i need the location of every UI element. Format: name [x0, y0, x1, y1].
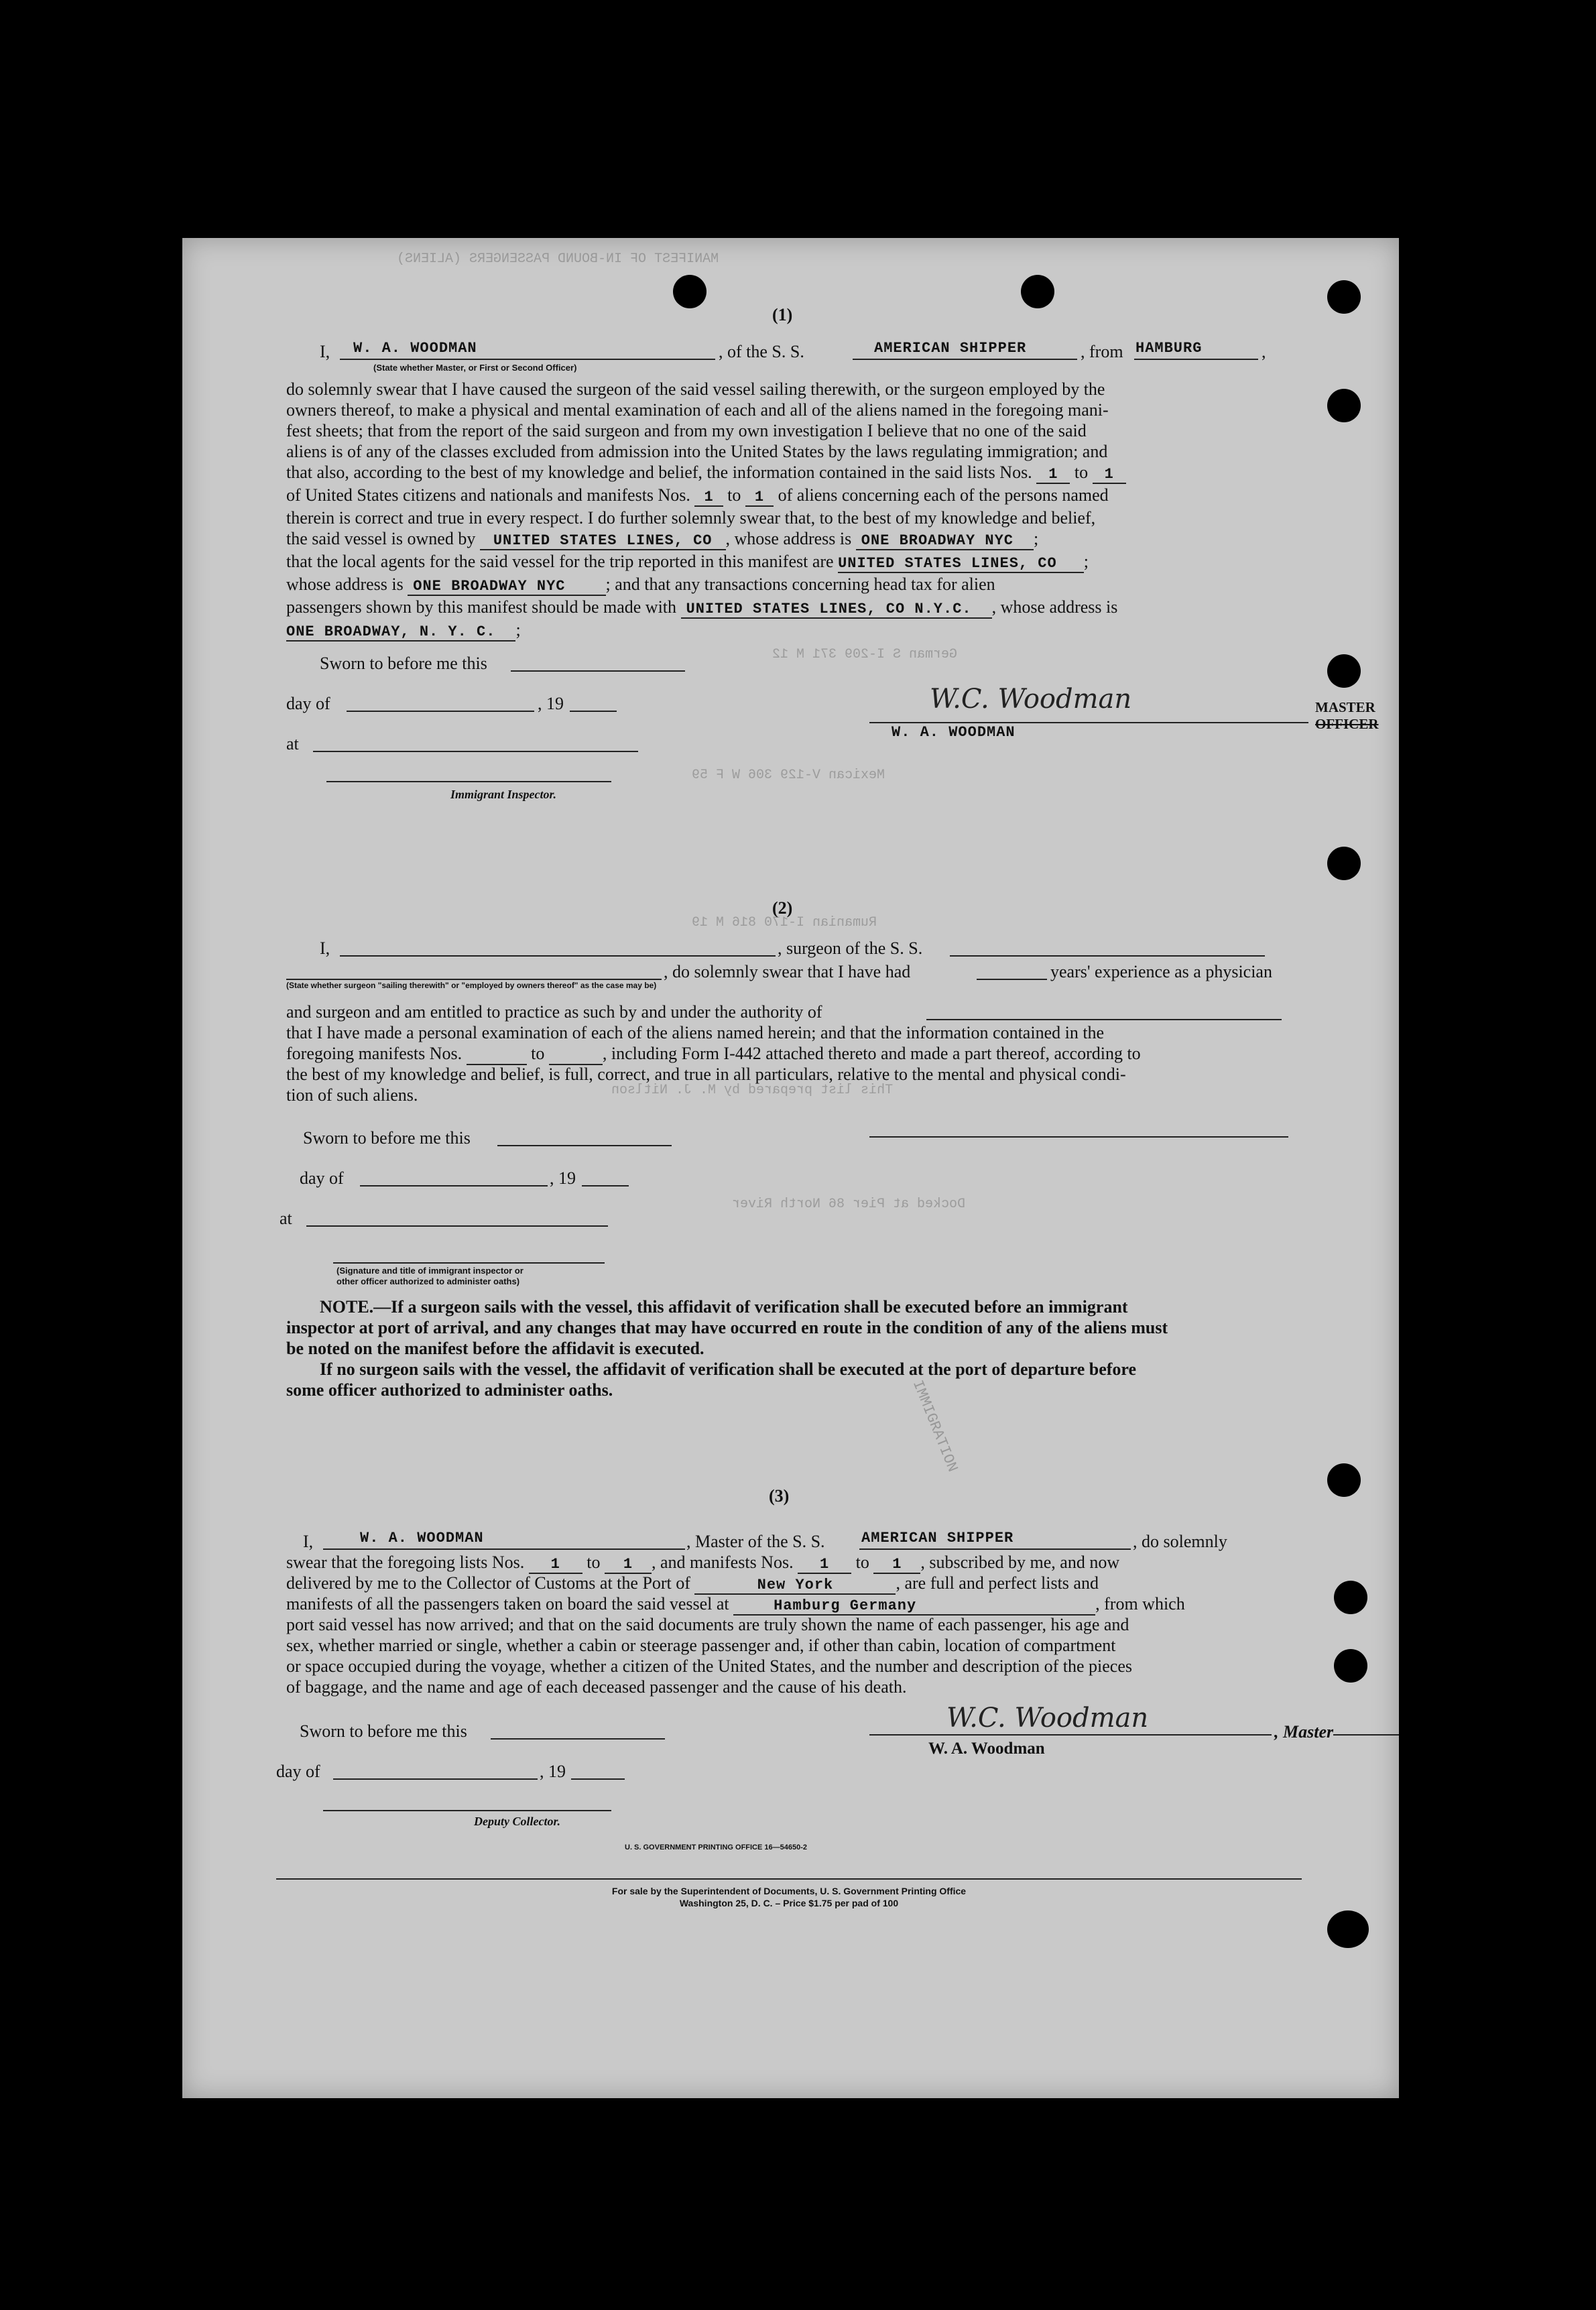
bleed-through-text: MANIFEST OF IN-BOUND PASSENGERS (ALIENS): [397, 251, 719, 267]
para-line: fest sheets; that from the report of the said surgeon and from my own investigation I believe that no one of the said: [286, 421, 1087, 440]
footer-rule: [276, 1877, 1302, 1880]
note-line-1: NOTE.—If a surgeon sails with the vessel, this affidavit of verification shall be executed before an immigrant: [320, 1297, 1128, 1317]
punch-hole: [1334, 1649, 1367, 1683]
year-text: , 19: [538, 694, 564, 713]
local-agents-text: that the local agents for the said vessel for the trip reported in this manifest are: [286, 552, 834, 571]
declaration-line-5: port said vessel has now arrived; and that on the said documents are truly shown the name of each passenger, his age and: [286, 1615, 1129, 1634]
owner-address: ONE BROADWAY NYC: [856, 532, 1034, 550]
whose-address-text: , whose address is: [991, 597, 1118, 617]
sworn-line: [491, 1718, 665, 1740]
owned-by-text: the said vessel is owned by: [286, 529, 476, 548]
at-line: [306, 1205, 608, 1227]
bleed-through-text: Mexican V-129 306 W F 59: [692, 768, 885, 783]
sale-notice-1: For sale by the Superintendent of Documents, U. S. Government Printing Office: [611, 1886, 967, 1896]
day-line: [347, 690, 534, 712]
manifest-from-blank: [467, 1044, 527, 1065]
taken-on-board-text: manifests of all the passengers taken on board the said vessel at: [286, 1594, 729, 1614]
punch-hole: [1327, 280, 1361, 314]
bleed-through-text: This list prepared by M. J. Nitlson: [611, 1083, 894, 1098]
master-signature: W.C. Woodman: [946, 1703, 1149, 1734]
day-of-text: day of: [286, 694, 330, 713]
form-i442-text: , including Form I-442 attached thereto and made a part thereof, according to: [602, 1044, 1141, 1063]
para-line: [286, 574, 1298, 597]
at-text: at: [286, 734, 299, 753]
faded-stamp: IMMIGRATION: [908, 1378, 961, 1475]
lists-to: 1: [1093, 466, 1126, 484]
local-agents: UNITED STATES LINES, CO: [838, 555, 1084, 573]
master-typed-name: W. A. WOODMAN: [892, 724, 1016, 741]
comma: ,: [1262, 342, 1266, 361]
master-typed-name: W. A. Woodman: [928, 1740, 1045, 1758]
surgeon-name-line: [340, 935, 776, 957]
section-1-paragraph: [286, 379, 1298, 642]
to-word: to: [727, 485, 741, 505]
vessel-owner: UNITED STATES LINES, CO: [480, 532, 726, 550]
section-3-number: (3): [769, 1486, 790, 1506]
authority-text: and surgeon and am entitled to practice as such by and under the authority of: [286, 1002, 822, 1022]
lists-from: 1: [1036, 466, 1070, 484]
note-line-3: be noted on the manifest before the affidavit is executed.: [286, 1339, 704, 1358]
punch-hole: [1327, 654, 1361, 688]
swear-text: , do solemnly swear that I have had: [664, 962, 911, 981]
officer-caption-2: other officer authorized to administer oaths): [336, 1276, 520, 1286]
punch-hole: [1327, 847, 1361, 880]
year-line: [571, 1758, 625, 1780]
tax-address: ONE BROADWAY, N. Y. C.: [286, 623, 515, 642]
punch-hole: [673, 275, 707, 308]
belief-text: the best of my knowledge and belief, is full, correct, and true in all particulars, relative to the mental and physical condi-: [286, 1065, 1126, 1084]
whose-address-text: , whose address is: [725, 529, 852, 548]
authority-line: [926, 999, 1282, 1020]
day-line: [360, 1165, 548, 1187]
declaration-line-8: of baggage, and the name and age of each deceased passenger and the cause of his death.: [286, 1677, 907, 1697]
tax-agent: UNITED STATES LINES, CO N.Y.C.: [681, 601, 992, 619]
bleed-through-text: German S I-209 371 M 12: [772, 647, 958, 662]
aliens-text: of aliens concerning each of the persons named: [778, 485, 1109, 505]
punch-hole: [1334, 1581, 1367, 1614]
section-1-from: , from: [1081, 342, 1123, 361]
master-name: W. A. WOODMAN: [360, 1530, 484, 1546]
declaration-line-7: or space occupied during the voyage, whether a citizen of the United States, and the number and description of the pieces: [286, 1656, 1133, 1676]
para-line: [286, 485, 1298, 507]
officer-name: W. A. WOODMAN: [353, 340, 477, 357]
years-line: [977, 959, 1047, 980]
sworn-text: Sworn to before me this: [303, 1128, 471, 1148]
master-signature-line: [869, 715, 1308, 723]
manifest-to-blank: [549, 1044, 603, 1065]
note-line-2: inspector at port of arrival, and any changes that may have occurred en route in the condition of any of the aliens must: [286, 1318, 1168, 1337]
sworn-text: Sworn to before me this: [320, 654, 487, 673]
to-word: to: [531, 1044, 545, 1063]
gpo-imprint: U. S. GOVERNMENT PRINTING OFFICE 16—54650-2: [625, 1843, 808, 1851]
examination-text: that I have made a personal examination of each of the aliens named herein; and that the information contained in the: [286, 1023, 1105, 1042]
day-line: [333, 1758, 538, 1780]
year-line: [570, 690, 617, 712]
ship-name: AMERICAN SHIPPER: [861, 1530, 1014, 1546]
full-perfect-text: , are full and perfect lists and: [896, 1573, 1099, 1593]
manifest-to: 1: [745, 489, 774, 507]
collector-caption: Deputy Collector.: [474, 1815, 560, 1828]
para-line: therein is correct and true in every respect. I do further solemnly swear that, to the best of my knowledge and belief,: [286, 508, 1096, 528]
lists-nos-line: [286, 1553, 1119, 1574]
manifest-back-page: [182, 238, 1399, 2098]
para-line: [286, 462, 1298, 485]
manifest-from: 1: [694, 489, 723, 507]
lists-nos-text: swear that the foregoing lists Nos.: [286, 1553, 525, 1572]
experience-text: years' experience as a physician: [1050, 962, 1272, 981]
manifests-nos-text: foregoing manifests Nos.: [286, 1044, 463, 1063]
embarkation-port: Hamburg Germany: [733, 1597, 1095, 1616]
bleed-through-text: Docked at Pier 86 North River: [732, 1197, 966, 1212]
punch-hole: [1021, 275, 1054, 308]
surgeon-caption: (State whether surgeon "sailing therewith" or "employed by owners thereof" as the case may be): [286, 981, 657, 990]
para-line: aliens is of any of the classes excluded from admission into the United States by the laws regulating immigration; and: [286, 442, 1108, 461]
collector-text: delivered by me to the Collector of Customs at the Port of: [286, 1573, 690, 1593]
inspector-line: [326, 774, 611, 782]
year-line: [582, 1165, 629, 1187]
master-label: MASTER: [1315, 699, 1375, 715]
note-line-5: some officer authorized to administer oaths.: [286, 1380, 613, 1400]
surgeon-ship-line: [950, 935, 1265, 957]
manifests-text: of United States citizens and nationals and manifests Nos.: [286, 485, 690, 505]
foregoing-manifests-line: [286, 1044, 1141, 1065]
para-line: the said vessel is owned by UNITED STATES LINES, CO , whose address is ONE BROADWAY NYC ;: [286, 529, 1039, 549]
master-suffix: , Master: [1272, 1722, 1333, 1742]
para-line: owners thereof, to make a physical and mental examination of each and all of the aliens named in the foregoing mani-: [286, 400, 1109, 420]
master-signature: W.C. Woodman: [930, 684, 1132, 715]
para-line: ONE BROADWAY, N. Y. C. ;: [286, 620, 521, 640]
bleed-through-text: Rumanian I-170 816 M 19: [692, 915, 877, 930]
from-which-text: , from which: [1095, 1594, 1185, 1614]
sworn-line: [511, 650, 685, 672]
officer-caption-1: (Signature and title of immigrant inspector or: [336, 1266, 524, 1276]
officer-label: OFFICER: [1315, 716, 1379, 732]
declaration-line-6: sex, whether married or single, whether a cabin or steerage passenger and, if other than cabin, location of compartment: [286, 1636, 1116, 1655]
sworn-line: [497, 1125, 672, 1146]
at-text: at: [280, 1209, 292, 1228]
agents-address: ONE BROADWAY NYC: [408, 578, 605, 596]
lists-from: 1: [529, 1556, 582, 1574]
section-3-i: I,: [303, 1532, 314, 1551]
surgeon-status-line: [286, 959, 662, 980]
punch-hole: [1327, 1463, 1361, 1497]
sale-notice-2: Washington 25, D. C. – Price $1.75 per pad of 100: [679, 1898, 899, 1908]
subscribed-text: , subscribed by me, and now: [920, 1553, 1120, 1572]
sworn-text: Sworn to before me this: [300, 1721, 467, 1741]
master-of-ship: , Master of the S. S.: [686, 1532, 825, 1551]
whose-address-text: whose address is: [286, 574, 404, 594]
head-tax-text: ; and that any transactions concerning head tax for alien: [605, 574, 995, 594]
ship-name: AMERICAN SHIPPER: [874, 340, 1027, 357]
section-1-i: I,: [320, 342, 330, 361]
to-word: to: [855, 1553, 869, 1572]
lists-to: 1: [605, 1556, 652, 1574]
collector-line: [323, 1803, 611, 1811]
note-line-4: If no surgeon sails with the vessel, the affidavit of verification shall be executed at the port of departure before: [320, 1359, 1137, 1379]
para-line-text: that also, according to the best of my knowledge and belief, the information contained in the said lists Nos.: [286, 463, 1032, 482]
punch-hole: [1327, 389, 1361, 422]
punch-hole: [1327, 1910, 1369, 1948]
surgeon-of-ship: , surgeon of the S. S.: [778, 938, 923, 958]
condition-text: tion of such aliens.: [286, 1085, 418, 1105]
para-line: [286, 597, 1298, 619]
embark-line: [286, 1594, 1185, 1616]
port-of-line: [286, 1573, 1099, 1595]
para-line: do solemnly swear that I have caused the surgeon of the said vessel sailing therewith, or the surgeon employed by the: [286, 379, 1105, 399]
to-word: to: [587, 1553, 601, 1572]
day-of-text: day of: [276, 1762, 320, 1781]
to-word: to: [1074, 463, 1089, 482]
solemnly-text: , do solemnly: [1133, 1532, 1227, 1551]
arrival-port: New York: [694, 1577, 896, 1595]
surgeon-signature-line: [869, 1130, 1288, 1138]
section-1-of-ship: , of the S. S.: [719, 342, 804, 361]
at-line: [313, 731, 638, 752]
manifest-to: 1: [873, 1556, 920, 1574]
officer-signature-line: [333, 1256, 605, 1264]
manifest-from: 1: [798, 1556, 851, 1574]
section-2-number: (2): [772, 898, 793, 918]
section-2-i: I,: [320, 938, 330, 958]
departure-port: HAMBURG: [1135, 340, 1203, 357]
day-of-text: day of: [300, 1168, 344, 1188]
manifests-nos-text: , and manifests Nos.: [652, 1553, 794, 1572]
para-line: that the local agents for the said vessel for the trip reported in this manifest are UNITED STATES LINES, CO ;: [286, 552, 1089, 572]
passengers-text: passengers shown by this manifest should be made with: [286, 597, 677, 617]
officer-caption: (State whether Master, or First or Second Officer): [373, 363, 577, 373]
inspector-caption: Immigrant Inspector.: [450, 788, 557, 801]
year-text: , 19: [550, 1168, 576, 1188]
year-text: , 19: [540, 1762, 566, 1781]
section-1-number: (1): [772, 305, 793, 324]
